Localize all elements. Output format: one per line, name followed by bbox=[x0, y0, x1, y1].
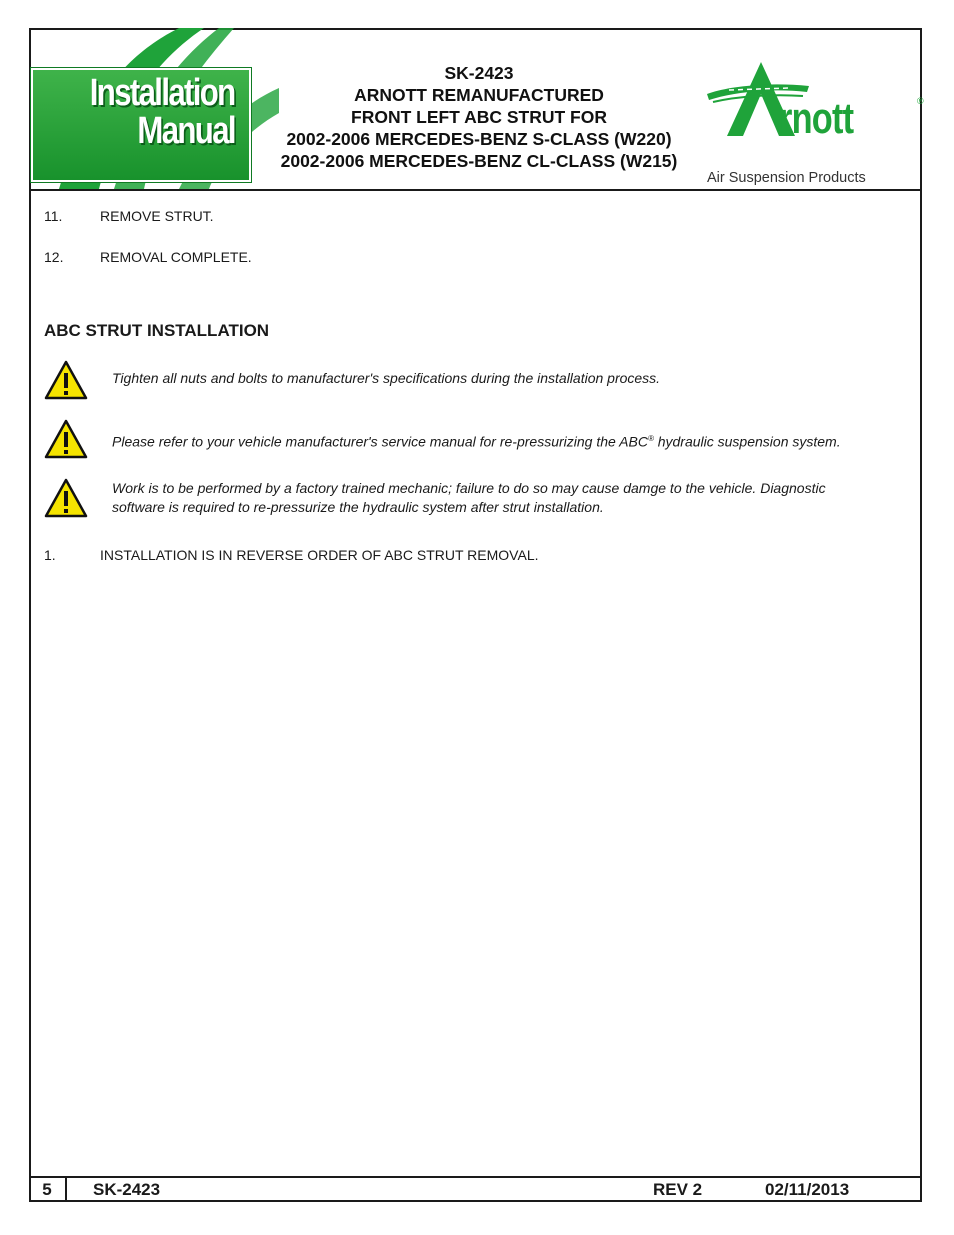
step-text: INSTALLATION IS IN REVERSE ORDER OF ABC STRUT REMOVAL. bbox=[100, 547, 539, 563]
header bbox=[29, 28, 922, 191]
title-line-5: 2002-2006 MERCEDES-BENZ CL-CLASS (W215) bbox=[280, 151, 678, 171]
title-part-number: SK-2423 bbox=[444, 63, 514, 83]
step-number: 12. bbox=[44, 249, 64, 265]
registered-mark: ® bbox=[917, 96, 924, 106]
page-number: 5 bbox=[29, 1178, 67, 1202]
logo-tagline: Air Suspension Products bbox=[707, 170, 866, 186]
document-title bbox=[264, 62, 694, 172]
warning-text-part: Please refer to your vehicle manufacturer's service manual for re-pressurizing the ABC bbox=[112, 433, 648, 450]
warning-text: Tighten all nuts and bolts to manufacturer's specifications during the installation process. bbox=[112, 370, 661, 386]
registered-mark: ® bbox=[647, 434, 654, 443]
arnott-wordmark: rnott bbox=[779, 94, 854, 143]
warning-text-line: software is required to re-pressurize the hydraulic system after strut installation. bbox=[112, 499, 604, 515]
arnott-logo bbox=[699, 58, 924, 188]
warning-text-line: Work is to be performed by a factory trained mechanic; failure to do so may cause damge to the vehicle. Diagnostic bbox=[112, 480, 826, 496]
footer-part-number: SK-2423 bbox=[93, 1180, 161, 1199]
title-line-4: 2002-2006 MERCEDES-BENZ S-CLASS (W220) bbox=[286, 129, 672, 149]
warning-icon bbox=[44, 360, 88, 400]
warning-text-part: hydraulic suspension system. bbox=[653, 433, 841, 450]
step-number: 1. bbox=[44, 547, 56, 563]
step-text: REMOVE STRUT. bbox=[100, 208, 214, 224]
footer bbox=[29, 1176, 922, 1202]
badge-line-1: Installation bbox=[90, 72, 235, 114]
warning-text bbox=[112, 479, 902, 517]
title-line-2: ARNOTT REMANUFACTURED bbox=[354, 85, 604, 105]
title-line-3: FRONT LEFT ABC STRUT FOR bbox=[351, 107, 607, 127]
warning-icon bbox=[44, 419, 88, 459]
badge-line-2: Manual bbox=[137, 110, 235, 152]
step-text: REMOVAL COMPLETE. bbox=[100, 249, 252, 265]
page-frame bbox=[29, 28, 922, 1202]
footer-revision: REV 2 bbox=[653, 1180, 703, 1199]
step-number: 11. bbox=[44, 208, 63, 224]
section-title: ABC STRUT INSTALLATION bbox=[44, 321, 270, 340]
footer-date: 02/11/2013 bbox=[765, 1180, 850, 1199]
warning-text bbox=[112, 429, 902, 452]
installation-manual-badge bbox=[31, 68, 251, 182]
warning-icon bbox=[44, 478, 88, 518]
